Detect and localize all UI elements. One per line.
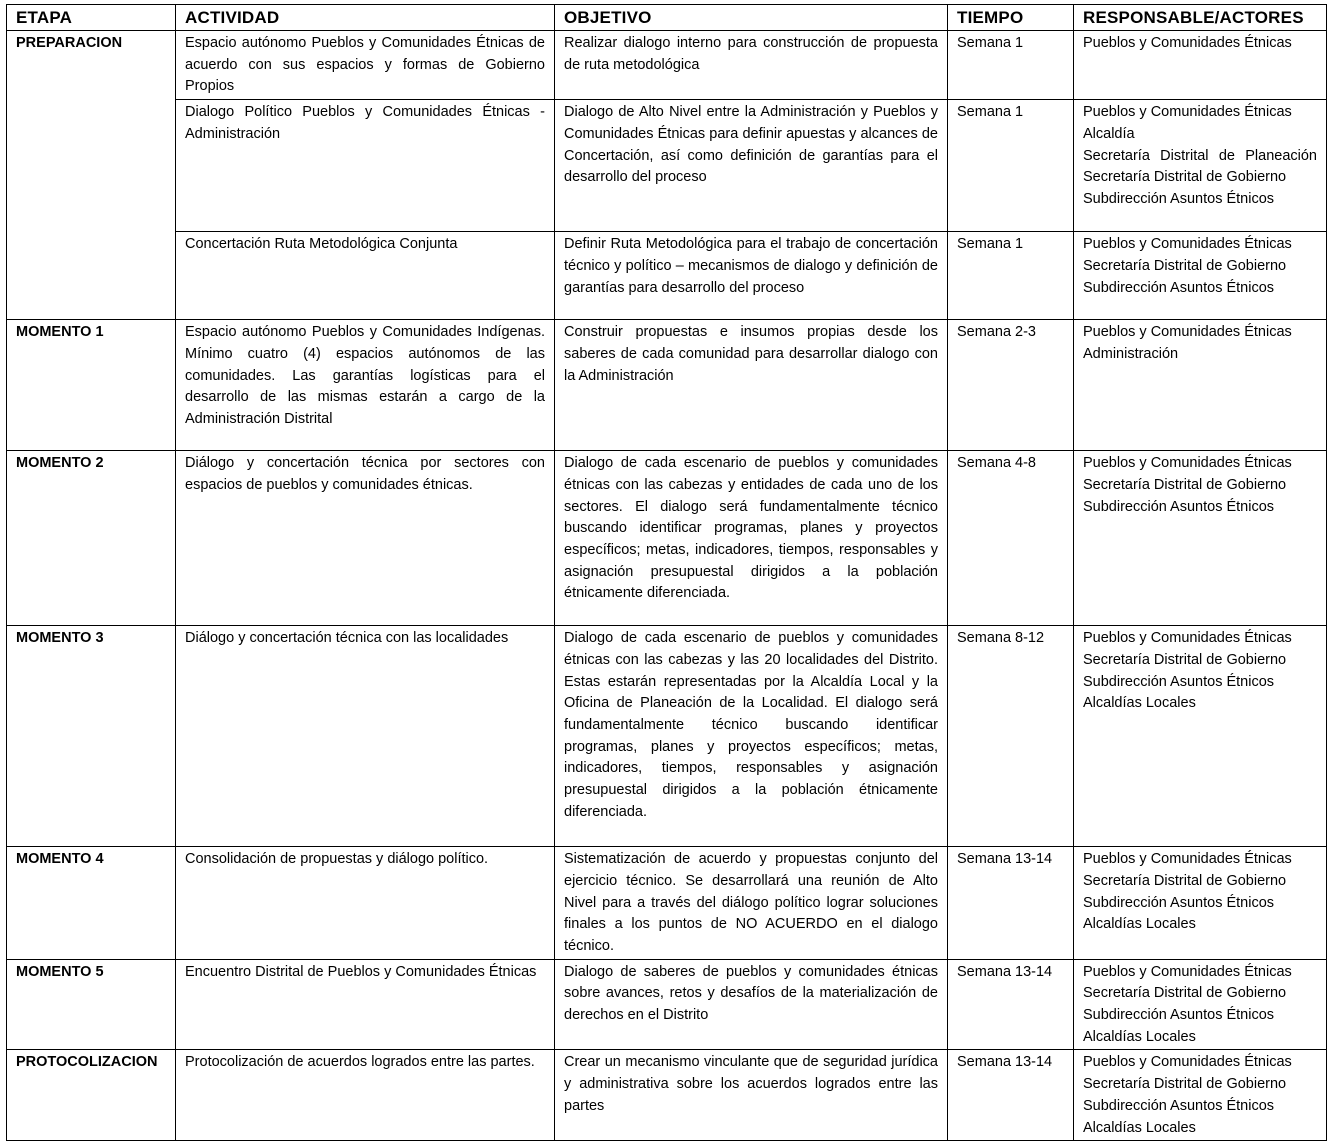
tiempo-cell: Semana 1 <box>948 232 1074 320</box>
header-etapa: ETAPA <box>7 5 176 31</box>
etapa-cell: PROTOCOLIZACION <box>7 1050 176 1141</box>
responsable-item: Pueblos y Comunidades Étnicas <box>1083 851 1292 868</box>
table-row <box>7 100 1327 232</box>
responsable-cell <box>1074 31 1327 100</box>
actividad-cell: Concertación Ruta Metodológica Conjunta <box>176 232 555 320</box>
etapa-cell: MOMENTO 3 <box>7 626 176 847</box>
responsable-cell <box>1074 451 1327 626</box>
responsable-cell <box>1074 959 1327 1050</box>
objetivo-cell: Dialogo de cada escenario de pueblos y comunidades étnicas con las cabezas y entidades de cada uno de los sectores. El dialogo será fundamentalmente técnico buscando identificar programas, planes y proyectos específicos; metas, indicadores, tiempos, responsables y asignación presupuestal dirigidos a la población étnicamente diferenciada. <box>555 451 948 626</box>
table-row <box>7 320 1327 451</box>
responsable-item: Pueblos y Comunidades Étnicas <box>1083 104 1292 121</box>
tiempo-cell: Semana 13-14 <box>948 959 1074 1050</box>
actividad-cell: Diálogo y concertación técnica con las localidades <box>176 626 555 847</box>
responsable-cell <box>1074 100 1327 232</box>
responsable-item: Secretaría Distrital de Gobierno <box>1083 872 1287 889</box>
responsable-cell <box>1074 847 1327 960</box>
responsable-item: Subdirección Asuntos Étnicos <box>1083 673 1275 690</box>
responsable-item: Alcaldías Locales <box>1083 916 1196 933</box>
responsable-item: Secretaría Distrital de Gobierno <box>1083 651 1287 668</box>
actividad-cell: Encuentro Distrital de Pueblos y Comunidades Étnicas <box>176 959 555 1050</box>
table-row <box>7 626 1327 847</box>
tiempo-cell: Semana 13-14 <box>948 847 1074 960</box>
header-objetivo: OBJETIVO <box>555 5 948 31</box>
table-row <box>7 847 1327 960</box>
etapa-cell <box>7 232 176 320</box>
responsable-cell <box>1074 626 1327 847</box>
responsable-item: Secretaría Distrital de Planeación <box>1083 147 1317 164</box>
tiempo-cell: Semana 13-14 <box>948 1050 1074 1141</box>
table-row <box>7 232 1327 320</box>
responsable-item: Alcaldías Locales <box>1083 1028 1196 1045</box>
responsable-item: Subdirección Asuntos Étnicos <box>1083 1007 1275 1024</box>
responsable-item: Subdirección Asuntos Étnicos <box>1083 1097 1275 1114</box>
header-actividad: ACTIVIDAD <box>176 5 555 31</box>
objetivo-cell: Dialogo de Alto Nivel entre la Administración y Pueblos y Comunidades Étnicas para definir apuestas y alcances de Concertación, así como definición de garantías para el desarrollo del proceso <box>555 100 948 232</box>
etapa-cell: MOMENTO 1 <box>7 320 176 451</box>
responsable-cell <box>1074 1050 1327 1141</box>
table-row <box>7 1050 1327 1141</box>
table-row <box>7 451 1327 626</box>
tiempo-cell: Semana 4-8 <box>948 451 1074 626</box>
responsable-item: Pueblos y Comunidades Étnicas <box>1083 455 1292 472</box>
responsable-item: Pueblos y Comunidades Étnicas <box>1083 236 1292 253</box>
actividad-cell: Consolidación de propuestas y diálogo político. <box>176 847 555 960</box>
objetivo-cell: Construir propuestas e insumos propias desde los saberes de cada comunidad para desarrollar dialogo con la Administración <box>555 320 948 451</box>
responsable-cell <box>1074 320 1327 451</box>
responsable-item: Secretaría Distrital de Gobierno <box>1083 257 1287 274</box>
actividad-cell: Espacio autónomo Pueblos y Comunidades Indígenas. Mínimo cuatro (4) espacios autónomos de las comunidades. Las garantías logísticas para el desarrollo de las mismas estarán a cargo de la Administración Distrital <box>176 320 555 451</box>
objetivo-cell: Dialogo de saberes de pueblos y comunidades étnicas sobre avances, retos y desafíos de la materialización de derechos en el Distrito <box>555 959 948 1050</box>
responsable-item: Secretaría Distrital de Gobierno <box>1083 169 1287 186</box>
table-row <box>7 959 1327 1050</box>
tiempo-cell: Semana 1 <box>948 31 1074 100</box>
responsable-item: Alcaldía <box>1083 125 1135 142</box>
objetivo-cell: Definir Ruta Metodológica para el trabajo de concertación técnico y político – mecanismos de dialogo y definición de garantías para desarrollo del proceso <box>555 232 948 320</box>
responsable-item: Pueblos y Comunidades Étnicas <box>1083 963 1292 980</box>
tiempo-cell: Semana 2-3 <box>948 320 1074 451</box>
responsable-item: Pueblos y Comunidades Étnicas <box>1083 35 1292 51</box>
objetivo-cell: Realizar dialogo interno para construcción de propuesta de ruta metodológica <box>555 31 948 100</box>
responsable-item: Subdirección Asuntos Étnicos <box>1083 190 1275 207</box>
header-tiempo: TIEMPO <box>948 5 1074 31</box>
responsable-item: Secretaría Distrital de Gobierno <box>1083 985 1287 1002</box>
table-row <box>7 31 1327 100</box>
objetivo-cell: Sistematización de acuerdo y propuestas conjunto del ejercicio técnico. Se desarrollará una reunión de Alto Nivel para a través del diálogo político lograr soluciones finales a los puntos de NO ACUERDO en el dialogo técnico. <box>555 847 948 960</box>
responsable-item: Pueblos y Comunidades Étnicas <box>1083 324 1292 341</box>
tiempo-cell: Semana 8-12 <box>948 626 1074 847</box>
header-responsable: RESPONSABLE/ACTORES <box>1074 5 1327 31</box>
responsable-item: Secretaría Distrital de Gobierno <box>1083 476 1287 493</box>
objetivo-cell: Dialogo de cada escenario de pueblos y comunidades étnicas con las cabezas y las 20 localidades del Distrito. Estas estarán representadas por la Alcaldía Local y la Oficina de Planeación de la Localidad. El dialogo será fundamentalmente técnico buscando identificar programas, planes y proyectos específicos; metas, indicadores, tiempos, responsables y asignación presupuestal dirigidos a la población étnicamente diferenciada. <box>555 626 948 847</box>
etapa-cell: PREPARACION <box>7 31 176 100</box>
tiempo-cell: Semana 1 <box>948 100 1074 232</box>
actividad-cell: Dialogo Político Pueblos y Comunidades Étnicas - Administración <box>176 100 555 232</box>
responsable-item: Pueblos y Comunidades Étnicas <box>1083 1054 1292 1071</box>
etapa-cell: MOMENTO 5 <box>7 959 176 1050</box>
header-row <box>7 5 1327 31</box>
responsable-item: Alcaldías Locales <box>1083 695 1196 712</box>
responsable-item: Subdirección Asuntos Étnicos <box>1083 279 1275 296</box>
actividad-cell: Diálogo y concertación técnica por sectores con espacios de pueblos y comunidades étnicas. <box>176 451 555 626</box>
responsable-item: Subdirección Asuntos Étnicos <box>1083 498 1275 515</box>
responsable-cell <box>1074 232 1327 320</box>
responsable-item: Subdirección Asuntos Étnicos <box>1083 894 1275 911</box>
actividad-cell: Protocolización de acuerdos logrados entre las partes. <box>176 1050 555 1141</box>
concertation-table <box>6 4 1327 1141</box>
responsable-item: Administración <box>1083 345 1179 362</box>
etapa-cell: MOMENTO 2 <box>7 451 176 626</box>
etapa-cell <box>7 100 176 232</box>
responsable-item: Alcaldías Locales <box>1083 1119 1196 1136</box>
responsable-item: Secretaría Distrital de Gobierno <box>1083 1076 1287 1093</box>
etapa-cell: MOMENTO 4 <box>7 847 176 960</box>
actividad-cell: Espacio autónomo Pueblos y Comunidades Étnicas de acuerdo con sus espacios y formas de Gobierno Propios <box>176 31 555 100</box>
responsable-item: Pueblos y Comunidades Étnicas <box>1083 630 1292 647</box>
objetivo-cell: Crear un mecanismo vinculante que de seguridad jurídica y administrativa sobre los acuerdos logrados entre las partes <box>555 1050 948 1141</box>
